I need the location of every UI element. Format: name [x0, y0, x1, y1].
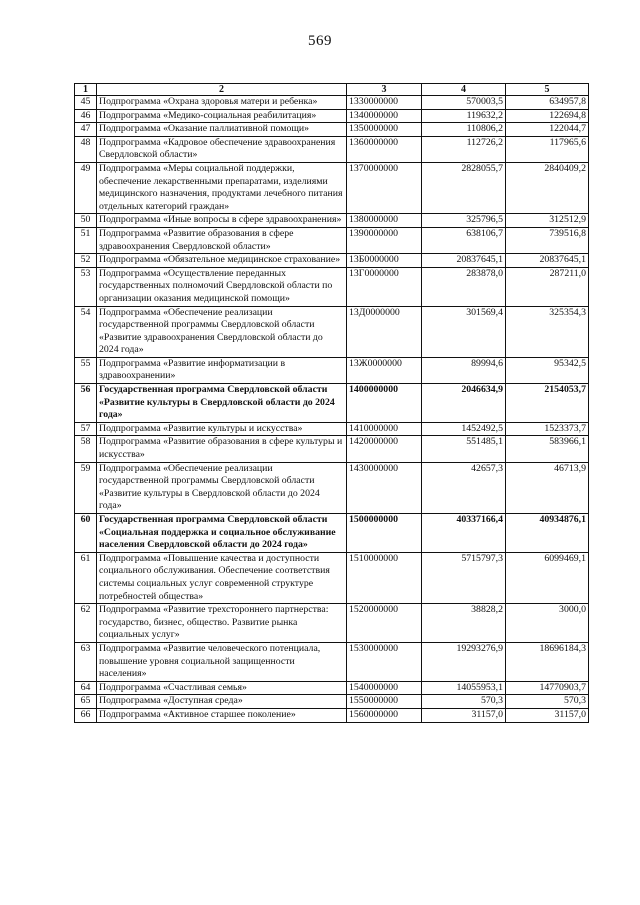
row-number: 58: [75, 436, 97, 462]
table-row: [75, 357, 589, 383]
row-value-col5: 2154053,7: [506, 384, 589, 423]
row-name: Подпрограмма «Развитие образования в сфере культуры и искусства»: [97, 436, 347, 462]
table-row: [75, 162, 589, 213]
table-row: [75, 227, 589, 253]
row-value-col4: 301569,4: [422, 306, 506, 357]
table-row: [75, 436, 589, 462]
row-code: 1430000000: [347, 462, 422, 513]
row-value-col4: 20837645,1: [422, 254, 506, 268]
row-code: 1400000000: [347, 384, 422, 423]
row-number: 56: [75, 384, 97, 423]
row-name: Подпрограмма «Счастливая семья»: [97, 681, 347, 695]
row-name: Государственная программа Свердловской области «Социальная поддержка и социальное обслуживание населения Свердловской области до 2024 года»: [97, 514, 347, 553]
row-value-col5: 122694,8: [506, 109, 589, 123]
row-code: 13Б0000000: [347, 254, 422, 268]
row-name: Подпрограмма «Кадровое обеспечение здравоохранения Свердловской области»: [97, 136, 347, 162]
row-number: 65: [75, 695, 97, 709]
table-row: [75, 136, 589, 162]
row-value-col4: 14055953,1: [422, 681, 506, 695]
table-row: [75, 708, 589, 722]
row-number: 49: [75, 162, 97, 213]
header-col-4: 4: [422, 84, 506, 96]
row-value-col4: 110806,2: [422, 123, 506, 137]
row-number: 53: [75, 267, 97, 306]
row-value-col5: 6099469,1: [506, 552, 589, 603]
row-value-col4: 2828055,7: [422, 162, 506, 213]
row-value-col5: 287211,0: [506, 267, 589, 306]
row-name: Подпрограмма «Оказание паллиативной помощи»: [97, 123, 347, 137]
row-number: 48: [75, 136, 97, 162]
header-col-5: 5: [506, 84, 589, 96]
row-number: 59: [75, 462, 97, 513]
row-name: Государственная программа Свердловской области «Развитие культуры в Свердловской области до 2024 года»: [97, 384, 347, 423]
row-code: 1380000000: [347, 214, 422, 228]
row-name: Подпрограмма «Медико-социальная реабилитация»: [97, 109, 347, 123]
row-value-col5: 14770903,7: [506, 681, 589, 695]
row-code: 13Д0000000: [347, 306, 422, 357]
row-value-col4: 325796,5: [422, 214, 506, 228]
row-code: 1340000000: [347, 109, 422, 123]
row-code: 1420000000: [347, 436, 422, 462]
row-value-col4: 5715797,3: [422, 552, 506, 603]
row-code: 1410000000: [347, 422, 422, 436]
table-row: [75, 462, 589, 513]
table-row: [75, 422, 589, 436]
table-row: [75, 267, 589, 306]
table-row: [75, 109, 589, 123]
row-name: Подпрограмма «Меры социальной поддержки, обеспечение лекарственными препаратами, изделиями медицинского назначения, продуктами лечебного питания отдельных категорий граждан»: [97, 162, 347, 213]
header-col-2: 2: [97, 84, 347, 96]
row-value-col5: 117965,6: [506, 136, 589, 162]
table-row: [75, 552, 589, 603]
row-name: Подпрограмма «Осуществление переданных государственных полномочий Свердловской области по организации оказания медицинской помощи»: [97, 267, 347, 306]
row-number: 45: [75, 96, 97, 110]
row-number: 66: [75, 708, 97, 722]
budget-table: [74, 83, 589, 723]
table-row: [75, 214, 589, 228]
row-number: 64: [75, 681, 97, 695]
row-number: 55: [75, 357, 97, 383]
row-code: 1560000000: [347, 708, 422, 722]
row-number: 52: [75, 254, 97, 268]
row-code: 13Г0000000: [347, 267, 422, 306]
row-value-col4: 112726,2: [422, 136, 506, 162]
row-value-col4: 89994,6: [422, 357, 506, 383]
row-name: Подпрограмма «Охрана здоровья матери и ребенка»: [97, 96, 347, 110]
table-row: [75, 695, 589, 709]
row-value-col4: 119632,2: [422, 109, 506, 123]
row-value-col5: 325354,3: [506, 306, 589, 357]
row-name: Подпрограмма «Развитие человеческого потенциала, повышение уровня социальной защищенности населения»: [97, 642, 347, 681]
row-value-col4: 570,3: [422, 695, 506, 709]
row-number: 62: [75, 604, 97, 643]
row-value-col5: 18696184,3: [506, 642, 589, 681]
row-number: 54: [75, 306, 97, 357]
row-name: Подпрограмма «Повышение качества и доступности социального обслуживания. Обеспечение соответствия системы социальных услуг современной структуре потребностей общества»: [97, 552, 347, 603]
row-number: 50: [75, 214, 97, 228]
table-row: [75, 123, 589, 137]
table-header-row: [75, 84, 589, 96]
table-row: [75, 306, 589, 357]
row-value-col4: 19293276,9: [422, 642, 506, 681]
row-value-col5: 570,3: [506, 695, 589, 709]
row-name: Подпрограмма «Развитие информатизации в здравоохранении»: [97, 357, 347, 383]
page-number: 569: [308, 33, 332, 49]
row-value-col5: 3000,0: [506, 604, 589, 643]
row-name: Подпрограмма «Обязательное медицинское страхование»: [97, 254, 347, 268]
row-name: Подпрограмма «Иные вопросы в сфере здравоохранения»: [97, 214, 347, 228]
row-code: 13Ж0000000: [347, 357, 422, 383]
row-value-col5: 95342,5: [506, 357, 589, 383]
row-value-col5: 122044,7: [506, 123, 589, 137]
row-value-col5: 634957,8: [506, 96, 589, 110]
row-code: 1390000000: [347, 227, 422, 253]
row-number: 63: [75, 642, 97, 681]
row-code: 1540000000: [347, 681, 422, 695]
row-name: Подпрограмма «Активное старшее поколение»: [97, 708, 347, 722]
row-value-col5: 46713,9: [506, 462, 589, 513]
header-col-3: 3: [347, 84, 422, 96]
row-code: 1510000000: [347, 552, 422, 603]
row-value-col5: 312512,9: [506, 214, 589, 228]
table-row: [75, 681, 589, 695]
row-value-col4: 570003,5: [422, 96, 506, 110]
row-code: 1360000000: [347, 136, 422, 162]
row-number: 60: [75, 514, 97, 553]
row-code: 1520000000: [347, 604, 422, 643]
row-value-col4: 31157,0: [422, 708, 506, 722]
row-number: 57: [75, 422, 97, 436]
row-name: Подпрограмма «Доступная среда»: [97, 695, 347, 709]
row-value-col5: 583966,1: [506, 436, 589, 462]
row-number: 51: [75, 227, 97, 253]
row-code: 1500000000: [347, 514, 422, 553]
table-row: [75, 604, 589, 643]
row-value-col4: 551485,1: [422, 436, 506, 462]
row-value-col5: 1523373,7: [506, 422, 589, 436]
row-number: 46: [75, 109, 97, 123]
table-row: [75, 514, 589, 553]
row-value-col5: 20837645,1: [506, 254, 589, 268]
row-name: Подпрограмма «Обеспечение реализации государственной программы Свердловской области «Развитие культуры в Свердловской области до 2024 года»: [97, 462, 347, 513]
row-name: Подпрограмма «Обеспечение реализации государственной программы Свердловской области «Развитие здравоохранения Свердловской области до 2024 года»: [97, 306, 347, 357]
row-value-col4: 1452492,5: [422, 422, 506, 436]
row-value-col4: 42657,3: [422, 462, 506, 513]
row-value-col4: 283878,0: [422, 267, 506, 306]
header-col-1: 1: [75, 84, 97, 96]
row-value-col5: 2840409,2: [506, 162, 589, 213]
row-value-col4: 638106,7: [422, 227, 506, 253]
row-name: Подпрограмма «Развитие трехстороннего партнерства: государство, бизнес, общество. Развитие рынка социальных услуг»: [97, 604, 347, 643]
row-code: 1330000000: [347, 96, 422, 110]
row-value-col4: 2046634,9: [422, 384, 506, 423]
row-code: 1550000000: [347, 695, 422, 709]
row-number: 61: [75, 552, 97, 603]
row-value-col4: 40337166,4: [422, 514, 506, 553]
row-value-col5: 40934876,1: [506, 514, 589, 553]
row-value-col4: 38828,2: [422, 604, 506, 643]
table-row: [75, 254, 589, 268]
table-body: [75, 96, 589, 723]
row-name: Подпрограмма «Развитие культуры и искусства»: [97, 422, 347, 436]
row-code: 1530000000: [347, 642, 422, 681]
row-value-col5: 739516,8: [506, 227, 589, 253]
table-row: [75, 384, 589, 423]
row-code: 1370000000: [347, 162, 422, 213]
row-code: 1350000000: [347, 123, 422, 137]
table-row: [75, 642, 589, 681]
table-row: [75, 96, 589, 110]
row-name: Подпрограмма «Развитие образования в сфере здравоохранения Свердловской области»: [97, 227, 347, 253]
row-number: 47: [75, 123, 97, 137]
row-value-col5: 31157,0: [506, 708, 589, 722]
